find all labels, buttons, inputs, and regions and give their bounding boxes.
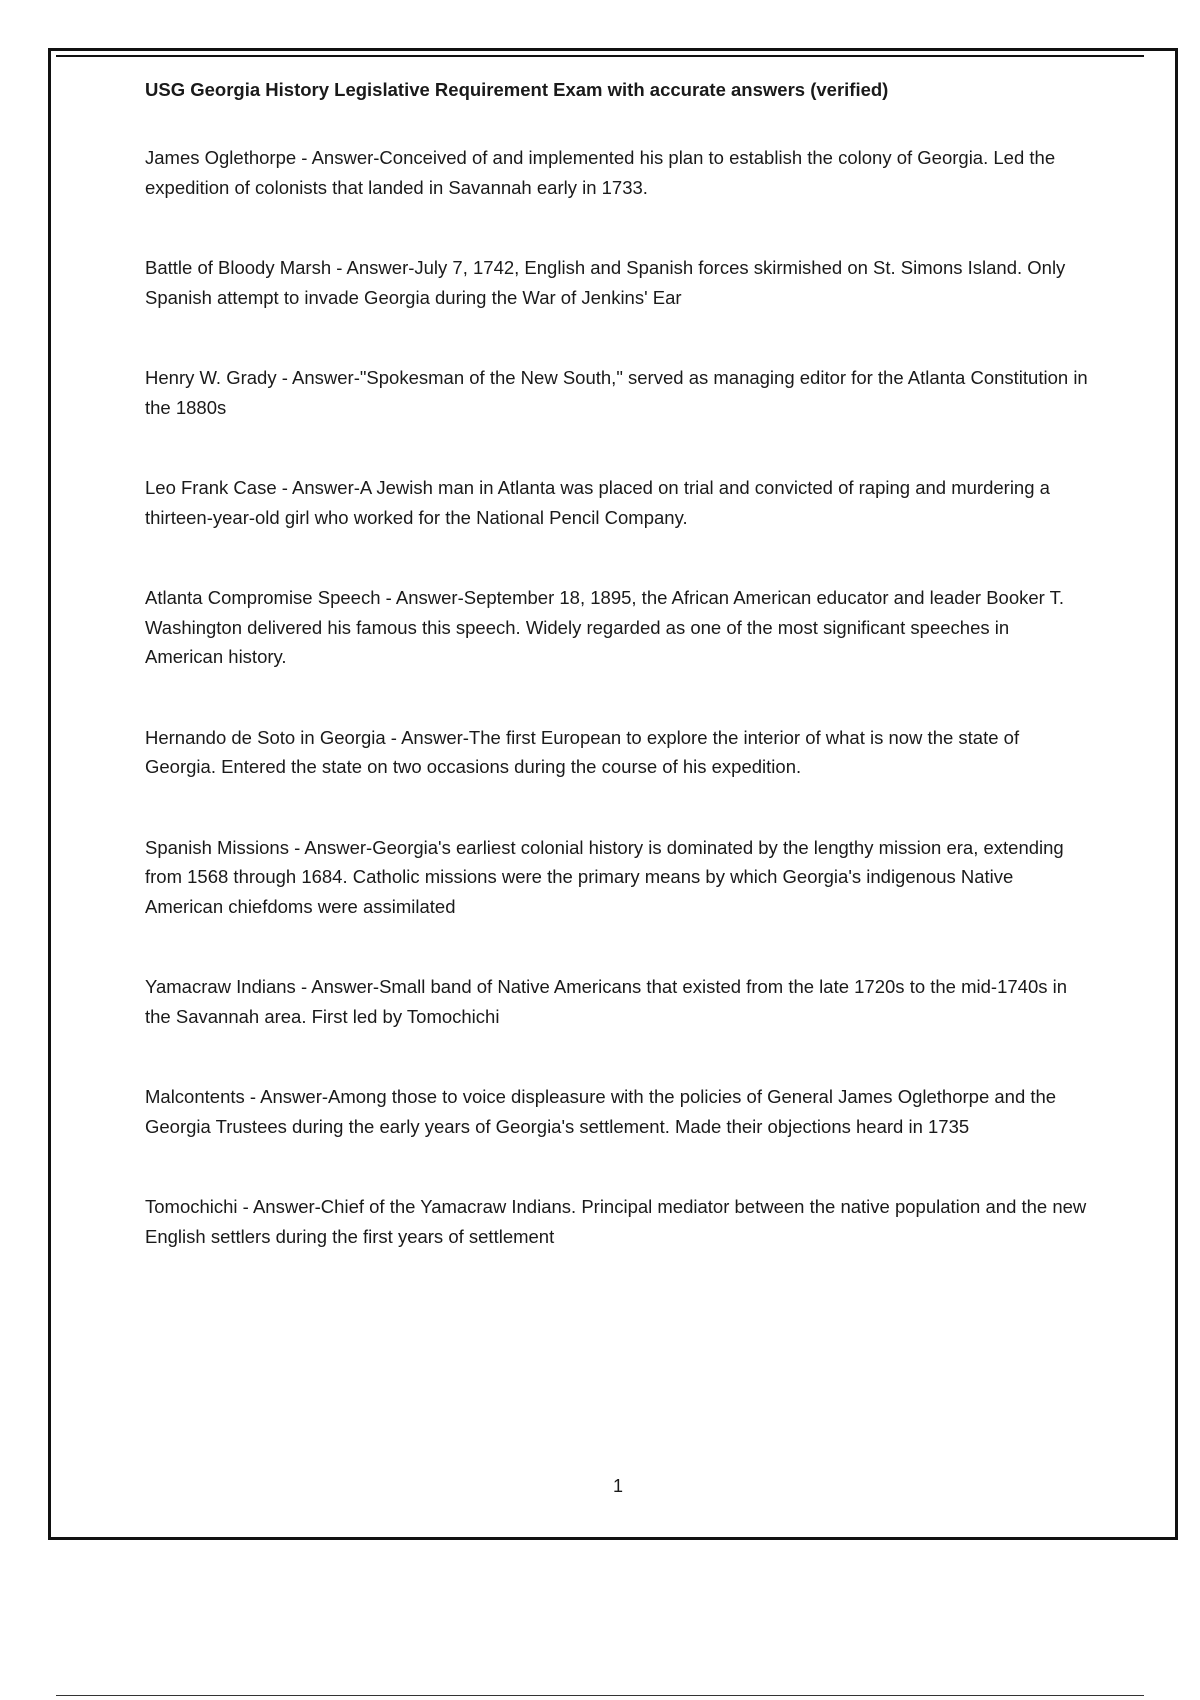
qa-list [145,143,1090,1251]
qa-entry-james-oglethorpe: James Oglethorpe - Answer-Conceived of and implemented his plan to establish the colony of Georgia. Led the expedition of colonists that landed in Savannah early in 1733. [145,147,1056,198]
qa-entry-spanish-missions: Spanish Missions - Answer-Georgia's earliest colonial history is dominated by the lengthy mission era, extending from 1568 through 1684. Catholic missions were the primary means by which Georgia's indigenous Native American chiefdoms were assimilated [145,836,1064,917]
bottom-rule [56,1695,1144,1696]
qa-entry-hernando-de-soto: Hernando de Soto in Georgia - Answer-The first European to explore the interior of what is now the state of Georgia. Entered the state on two occasions during the course of his expedition. [145,726,1020,777]
qa-entry-atlanta-compromise-speech: Atlanta Compromise Speech - Answer-September 18, 1895, the African American educator and leader Booker T. Washington delivered his famous this speech. Widely regarded as one of the most significant speeches in American history. [145,587,1065,667]
qa-entry-leo-frank-case: Leo Frank Case - Answer-A Jewish man in Atlanta was placed on trial and convicted of raping and murdering a thirteen-year-old girl who worked for the National Pencil Company. [145,477,1050,528]
qa-entry-tomochichi: Tomochichi - Answer-Chief of the Yamacraw Indians. Principal mediator between the native population and the new English settlers during the first years of settlement [145,1196,1087,1247]
qa-entry-battle-of-bloody-marsh: Battle of Bloody Marsh - Answer-July 7, 1742, English and Spanish forces skirmished on St. Simons Island. Only Spanish attempt to invade Georgia during the War of Jenkins' Ear [145,257,1066,308]
document-title: USG Georgia History Legislative Requirement Exam with accurate answers (verified) [145,79,889,100]
page-number: 1 [612,1476,623,1496]
qa-entry-malcontents: Malcontents - Answer-Among those to voice displeasure with the policies of General James Oglethorpe and the Georgia Trustees during the early years of Georgia's settlement. Made their objections heard in 1735 [145,1086,1057,1137]
qa-entry-henry-grady: Henry W. Grady - Answer-"Spokesman of the New South," served as managing editor for the Atlanta Constitution in the 1880s [145,367,1088,418]
document-body [145,76,1090,1251]
qa-entry-yamacraw-indians: Yamacraw Indians - Answer-Small band of Native Americans that existed from the late 1720s to the mid-1740s in the Savannah area. First led by Tomochichi [145,976,1068,1027]
